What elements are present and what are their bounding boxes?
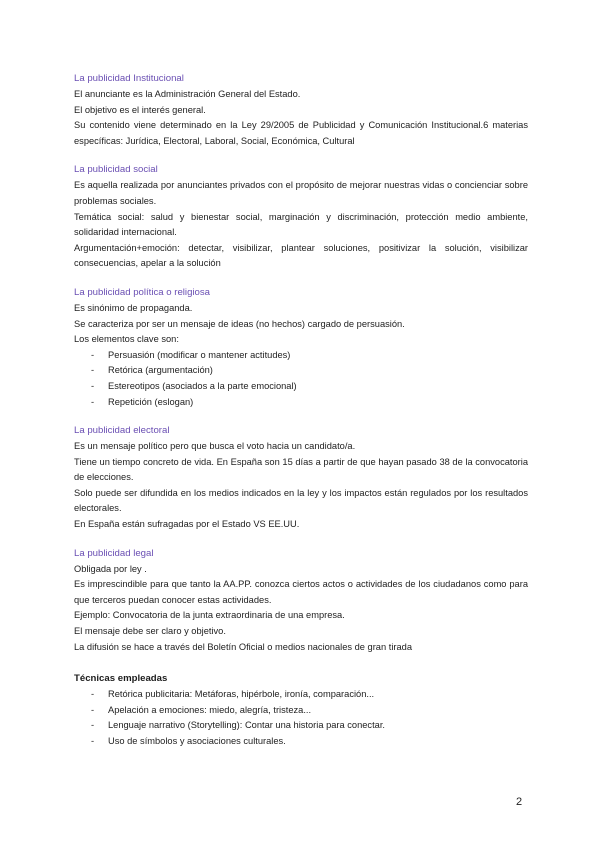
list-item-text: Repetición (eslogan) — [108, 396, 194, 407]
section-tecnicas — [74, 671, 528, 749]
list-item — [74, 395, 528, 411]
paragraph: La difusión se hace a través del Boletín Oficial o medios nacionales de gran tirada — [74, 641, 412, 652]
dash-bullet: - — [91, 736, 95, 746]
paragraph: Los elementos clave son: — [74, 334, 179, 345]
paragraph: El anunciante es la Administración General del Estado. — [74, 89, 301, 99]
list-item-text: Apelación a emociones: miedo, alegría, tristeza... — [108, 704, 312, 715]
paragraph: Se caracteriza por ser un mensaje de ideas (no hechos) cargado de persuasión. — [74, 318, 405, 329]
paragraph: Es sinónimo de propaganda. — [74, 302, 193, 313]
section-legal — [74, 546, 528, 656]
list-item — [74, 363, 528, 379]
paragraph: En España están sufragadas por el Estado VS EE.UU. — [74, 519, 300, 530]
paragraph: Obligada por ley . — [74, 563, 147, 574]
section-heading: La publicidad electoral — [74, 425, 170, 437]
list-item-text: Lenguaje narrativo (Storytelling): Contar una historia para conectar. — [108, 720, 385, 731]
section-heading: La publicidad social — [74, 164, 158, 176]
paragraph: El mensaje debe ser claro y objetivo. — [74, 626, 226, 637]
paragraph: Tiene un tiempo concreto de vida. En España son 15 días a partir de que hayan pasado 38 de la convocatoria de elecciones. — [74, 456, 528, 483]
dash-bullet: - — [91, 380, 95, 391]
dash-bullet: - — [91, 689, 95, 700]
page-content — [74, 71, 528, 763]
list-item — [74, 379, 528, 395]
paragraph: Es aquella realizada por anunciantes privados con el propósito de mejorar nuestras vidas o concienciar sobre problemas sociales. — [74, 180, 528, 206]
paragraph: Solo puede ser difundida en los medios indicados en la ley y los impactos están regulados por los resultados electorales. — [74, 487, 528, 514]
page-number: 2 — [516, 796, 523, 808]
dash-bullet: - — [91, 704, 95, 715]
section-electoral — [74, 423, 528, 533]
section-politica — [74, 285, 528, 410]
paragraph: Es un mensaje político pero que busca el voto hacia un candidato/a. — [74, 441, 356, 452]
paragraph: Es imprescindible para que tanto la AA.PP. conozca ciertos actos o actividades de los ciudadanos como para que terceros puedan conocer estas actividades. — [74, 579, 528, 605]
section-institucional — [74, 71, 528, 149]
dash-bullet: - — [91, 349, 95, 360]
paragraph: Su contenido viene determinado en la Ley 29/2005 de Publicidad y Comunicación Institucional.6 materias específicas: Jurídica, Electoral, Laboral, Social, Económica, Cultural — [74, 120, 528, 146]
list-item — [74, 718, 528, 734]
section-heading: La publicidad Institucional — [74, 73, 184, 84]
section-heading: La publicidad política o religiosa — [74, 286, 210, 298]
dash-bullet: - — [91, 720, 95, 731]
list-item-text: Retórica (argumentación) — [108, 365, 213, 376]
paragraph: Temática social: salud y bienestar social, marginación y discriminación, protección medio ambiente, solidaridad internacional. — [74, 211, 528, 238]
list-item — [74, 348, 528, 364]
dash-bullet: - — [91, 365, 95, 376]
list-item — [74, 703, 528, 719]
paragraph: El objetivo es el interés general. — [74, 104, 206, 115]
list-item-text: Persuasión (modificar o mantener actitudes) — [108, 349, 291, 360]
list-item-text: Estereotipos (asociados a la parte emocional) — [108, 380, 297, 391]
section-heading: Técnicas empleadas — [74, 673, 168, 685]
techniques-list — [74, 687, 528, 749]
list-item-text: Retórica publicitaria: Metáforas, hipérbole, ironía, comparación... — [108, 689, 375, 700]
section-heading: La publicidad legal — [74, 547, 154, 559]
list-item — [74, 687, 528, 703]
list-item-text: Uso de símbolos y asociaciones culturales. — [108, 736, 286, 746]
key-elements-list — [74, 348, 528, 410]
dash-bullet: - — [91, 396, 95, 407]
paragraph: Ejemplo: Convocatoria de la junta extraordinaria de una empresa. — [74, 610, 345, 621]
list-item — [74, 734, 528, 750]
section-social — [74, 162, 528, 272]
paragraph: Argumentación+emoción: detectar, visibilizar, plantear soluciones, positivizar la solución, visibilizar consecuencias, apelar a la solución — [74, 242, 528, 269]
